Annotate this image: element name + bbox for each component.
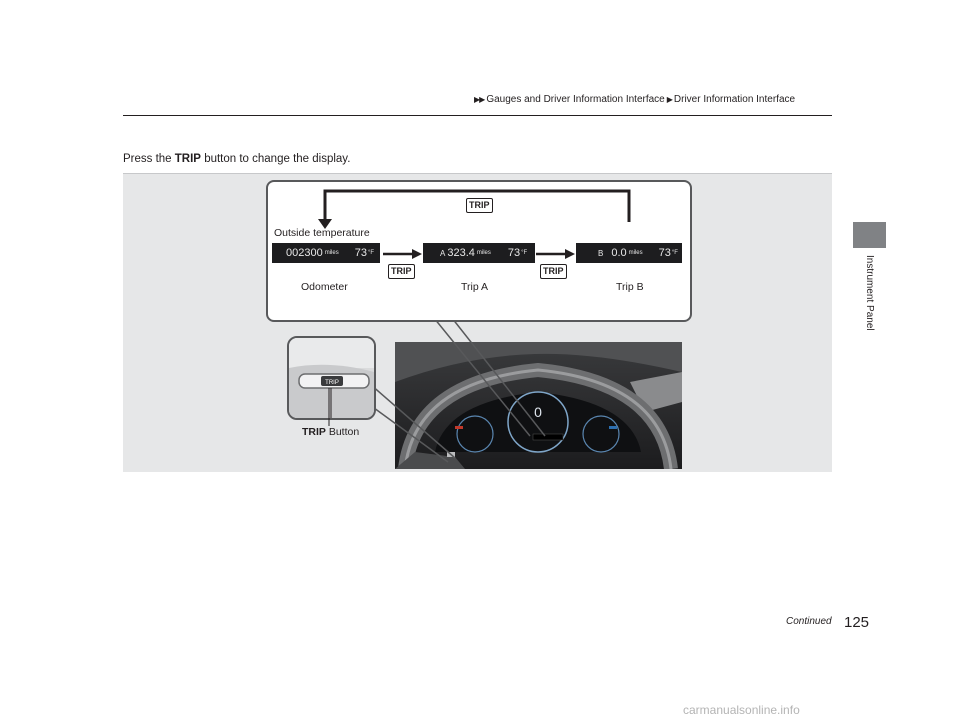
intro-after: button to change the display. [204,153,351,165]
trip-a-prefix: A [440,248,446,258]
trip-b-value: 0.0 [611,247,627,259]
odometer-unit: miles [324,250,339,256]
odometer-temp: 73 [354,247,367,259]
trip-button-caption-text: Button [328,426,360,438]
chapter-label-text: Instrument Panel [864,255,875,331]
trip-b-prefix: B [598,248,604,258]
caption-trip-a: Trip A [461,281,489,293]
outside-temperature-label: Outside temperature [274,227,370,239]
breadcrumb-item-dii[interactable]: Driver Information Interface [673,94,796,105]
odometer-value: 002300 [286,247,323,259]
trip-button-caption-bold: TRIP [302,426,326,438]
page-number: 125 [844,614,870,631]
inset-trip-label: TRIP [325,380,339,386]
trip-b-temp-unit: °F [671,250,678,256]
trip-button-caption [302,426,359,438]
intro-before: Press the [123,153,172,165]
breadcrumb-arrow-icon: ▶▶ [474,95,485,104]
watermark: carmanualsonline.info [683,703,800,717]
caption-trip-b: Trip B [616,281,644,293]
caption-odometer: Odometer [301,281,348,293]
trip-a-value: 323.4 [447,247,475,259]
trip-b-temp: 73 [658,247,671,259]
breadcrumb-item-gauges[interactable]: Gauges and Driver Information Interface [486,94,665,105]
breadcrumb-separator-icon: ▶ [666,95,672,104]
intro-trip-bold: TRIP [174,153,201,165]
trip-b-unit: miles [628,250,643,256]
odometer-temp-unit: °F [367,250,375,256]
trip-tag-odometer-to-a: TRIP [388,264,415,279]
speed-readout: 0 [534,404,542,420]
trip-tag-a-to-b: TRIP [540,264,567,279]
trip-a-temp: 73 [507,247,521,259]
trip-tag-top: TRIP [466,198,493,213]
continued-label: Continued [786,616,832,627]
trip-a-unit: miles [476,250,491,256]
trip-a-temp-unit: °F [521,250,528,256]
